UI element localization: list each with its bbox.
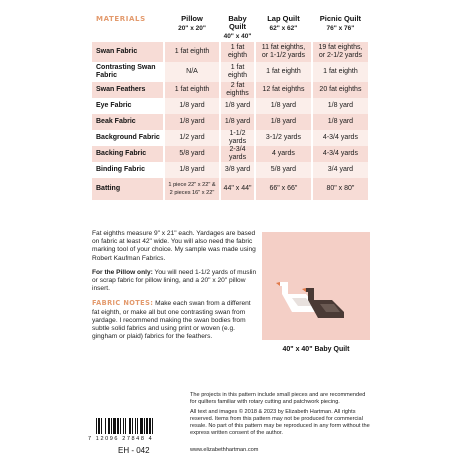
table-cell: 1/8 yard (220, 98, 255, 114)
fabric-notes-paragraph (92, 299, 258, 341)
baby-quilt-image (262, 232, 370, 340)
table-row (92, 130, 369, 146)
barcode-number: 7 12096 27848 4 (88, 436, 154, 442)
table-cell: 66" x 66" (255, 178, 312, 200)
barcode-bar (144, 418, 145, 434)
table-cell: 1/8 yard (255, 114, 312, 130)
table-cell: 5/8 yard (164, 146, 220, 162)
table-cell: 11 fat eighths, or 1-1/2 yards (255, 42, 312, 62)
copyright-note: All text and images © 2018 & 2023 by Elizabeth Hartman. All rights reserved. Items from this pattern may not be produced for commercial resale. No part of this pattern may be reproduced in any form without the express written consent of the author. (190, 409, 370, 436)
table-cell: 4 yards (255, 146, 312, 162)
fabric-notes-text: Make each swan from a different fat eighth, or make all but one contrasting swan from yardage. I recommend making the swan bodies from subtle solid fabrics and using print or woven (e.g. gingham or plaid) fabrics for the feathers. (92, 300, 251, 341)
barcode-bar (132, 418, 133, 434)
table-cell: 1 fat eighth (220, 62, 255, 82)
barcode-bar (152, 418, 153, 434)
table-cell: 1 fat eighth (255, 62, 312, 82)
table-row (92, 162, 369, 178)
website: www.elizabethhartman.com (190, 447, 259, 453)
fat-eighths-paragraph: Fat eighths measure 9" x 21" each. Yardages are based on fabric at least 42" wide. You will also need the fabric marking tool of your choice. My sample was made using Robert Kaufman Fabrics. (92, 230, 256, 262)
row-label: Swan Feathers (92, 82, 164, 98)
table-cell: 3/8 yard (220, 162, 255, 178)
column-header: Lap Quilt 62" x 62" (267, 14, 300, 32)
table-cell: 1 fat eighth (312, 62, 369, 82)
table-cell: 1 fat eighth (164, 42, 220, 62)
table-cell: 3/4 yard (312, 162, 369, 178)
table-row (92, 178, 369, 200)
table-cell: 1/8 yard (164, 162, 220, 178)
table-cell: 1 piece 22" x 22" & 2 pieces 16" x 22" (164, 178, 220, 200)
materials-title: MATERIALS (96, 15, 146, 23)
table-cell: 2 fat eighths (220, 82, 255, 98)
table-cell: 5/8 yard (255, 162, 312, 178)
table-cell: 1/8 yard (220, 114, 255, 130)
column-header: Picnic Quilt 76" x 76" (319, 14, 362, 32)
table-cell: 3-1/2 yards (255, 130, 312, 146)
barcode-bar (96, 418, 97, 434)
pillow-label: For the Pillow only: (92, 268, 153, 276)
table-row (92, 146, 369, 162)
table-cell: 1/8 yard (312, 114, 369, 130)
barcode-bar (105, 418, 106, 434)
barcode-bar (117, 418, 119, 434)
table-cell: 1/8 yard (164, 98, 220, 114)
table-cell: 1/8 yard (164, 114, 220, 130)
barcode-bar (149, 418, 151, 434)
quilt-caption: 40" x 40" Baby Quilt (282, 346, 350, 353)
table-row (92, 42, 369, 62)
table-header-row (92, 12, 369, 42)
barcode-bar (135, 418, 136, 434)
table-cell: 1-1/2 yards (220, 130, 255, 146)
barcode-bar (101, 418, 102, 434)
table-row (92, 114, 369, 130)
table-cell: 80" x 80" (312, 178, 369, 200)
table-cell: 19 fat eighths, or 2-1/2 yards (312, 42, 369, 62)
table-cell: 20 fat eighths (312, 82, 369, 98)
table-cell: 44" x 44" (220, 178, 255, 200)
table-cell: 4-3/4 yards (312, 130, 369, 146)
table-cell: 1 fat eighth (220, 42, 255, 62)
column-header: Baby Quilt 40" x 40" (223, 14, 252, 40)
barcode-bar (123, 418, 124, 434)
table-cell: 1/8 yard (255, 98, 312, 114)
table-cell: 2-3/4 yards (220, 146, 255, 162)
barcode-bar (98, 418, 100, 434)
column-header: Pillow 20" x 20" (178, 14, 206, 32)
barcode-bar (146, 418, 148, 434)
row-label: Background Fabric (92, 130, 164, 146)
barcode-bar (111, 418, 112, 434)
barcode-bar (137, 418, 138, 434)
table-row (92, 82, 369, 98)
table-cell: 12 fat eighths (255, 82, 312, 98)
row-label: Beak Fabric (92, 114, 164, 130)
table-row (92, 62, 369, 82)
footer-notes (190, 392, 372, 440)
row-label: Swan Fabric (92, 42, 164, 62)
barcode-bar (113, 418, 116, 434)
table-cell: 1/8 yard (312, 98, 369, 114)
materials-table (92, 12, 370, 200)
table-cell: 1 fat eighth (164, 82, 220, 98)
info-text (92, 230, 258, 347)
fabric-notes-label: FABRIC NOTES: (92, 299, 154, 308)
pattern-sku: EH - 042 (118, 446, 150, 455)
row-label: Contrasting Swan Fabric (92, 62, 164, 82)
pillow-paragraph (92, 269, 258, 294)
pillow-text: You will need 1-1/2 yards of muslin or scrap fabric for pillow lining, and a 20" x 20" pillow insert. (92, 268, 257, 293)
barcode-bar (108, 418, 110, 434)
swan-illustration (262, 232, 370, 340)
table-body (92, 42, 369, 200)
barcode-bar (140, 418, 143, 434)
table-cell: 4-3/4 yards (312, 146, 369, 162)
row-label: Binding Fabric (92, 162, 164, 178)
row-label: Batting (92, 178, 164, 200)
row-label: Eye Fabric (92, 98, 164, 114)
table-row (92, 98, 369, 114)
table-cell: N/A (164, 62, 220, 82)
table-cell: 1/2 yard (164, 130, 220, 146)
barcode-bar (129, 418, 131, 434)
skill-note: The projects in this pattern include small pieces and are recommended for quilters familiar with rotary cutting and patchwork piecing. (190, 392, 366, 405)
barcode-bar (125, 418, 126, 434)
row-label: Backing Fabric (92, 146, 164, 162)
barcode-bar (120, 418, 121, 434)
